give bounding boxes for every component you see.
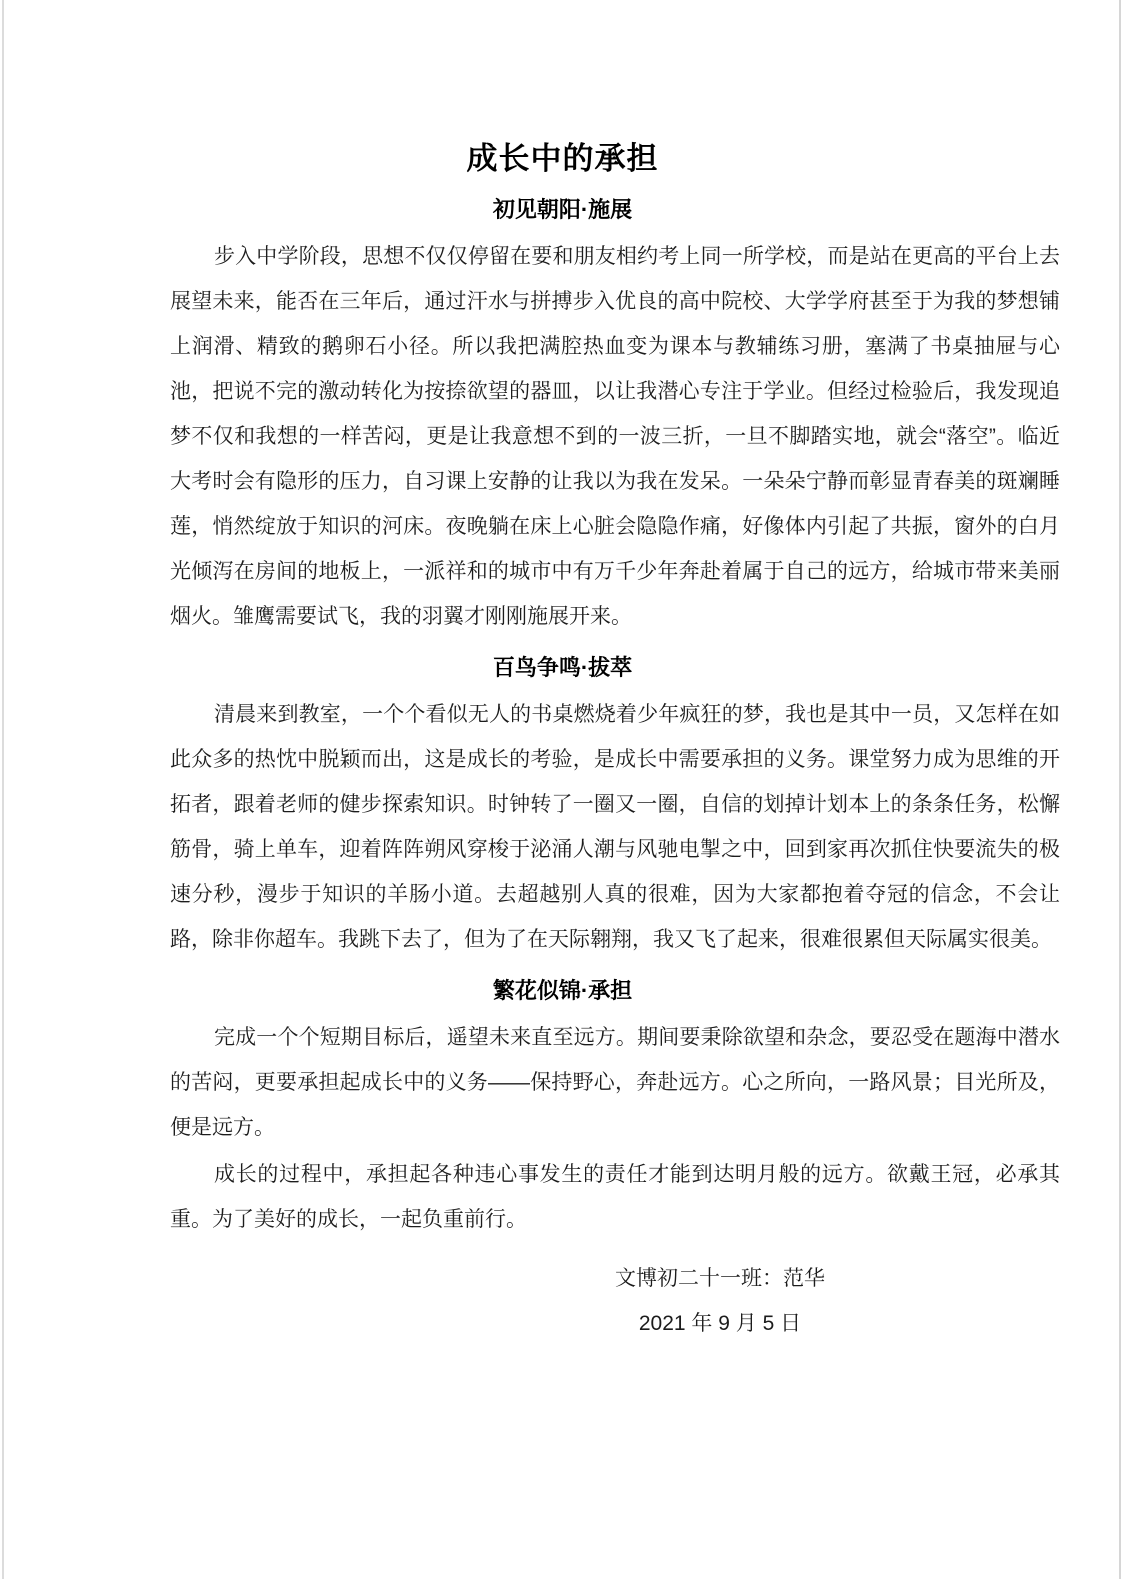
essay-title: 成长中的承担 — [466, 141, 659, 176]
author-signature: 文博初二十一班：范华 — [615, 1267, 825, 1290]
page-left-edge — [2, 0, 4, 1579]
section-heading-2: 百鸟争鸣·拔萃 — [492, 655, 633, 680]
signature-block — [290, 1256, 1125, 1346]
section-2-paragraph: 清晨来到教室，一个个看似无人的书桌燃烧着少年疯狂的梦，我也是其中一员，又怎样在如此众多的热忱中脱颖而出，这是成长的考验，是成长中需要承担的义务。课堂努力成为思维的开拓者，跟着老师的健步探索知识。时钟转了一圈又一圈，自信的划掉计划本上的条条任务，松懈筋骨，骑上单车，迎着阵阵朔风穿梭于泌涌人潮与风驰电掣之中，回到家再次抓住快要流失的极速分秒，漫步于知识的羊肠小道。去超越别人真的很难，因为大家都抱着夺冠的信念，不会让路，除非你超车。我跳下去了，但为了在天际翱翔，我又飞了起来，很难很累但天际属实很美。 — [170, 703, 1060, 951]
section-heading-1: 初见朝阳·施展 — [492, 197, 633, 222]
section-3-paragraph-2: 成长的过程中，承担起各种违心事发生的责任才能到达明月般的远方。欲戴王冠，必承其重。为了美好的成长，一起负重前行。 — [170, 1163, 1060, 1231]
date-line: 2021 年 9 月 5 日 — [638, 1312, 802, 1335]
section-3-paragraph-1: 完成一个个短期目标后，遥望未来直至远方。期间要秉除欲望和杂念，要忍受在题海中潜水的苦闷，更要承担起成长中的义务——保持野心，奔赴远方。心之所向，一路风景；目光所及，便是远方。 — [170, 1026, 1060, 1139]
section-heading-3: 繁花似锦·承担 — [492, 978, 633, 1003]
page-right-edge — [1119, 0, 1121, 1579]
section-1-paragraph: 步入中学阶段，思想不仅仅停留在要和朋友相约考上同一所学校，而是站在更高的平台上去展望未来，能否在三年后，通过汗水与拼搏步入优良的高中院校、大学学府甚至于为我的梦想铺上润滑、精致的鹅卵石小径。所以我把满腔热血变为课本与教辅练习册，塞满了书桌抽屉与心池，把说不完的激动转化为按捺欲望的器皿，以让我潜心专注于学业。但经过检验后，我发现追梦不仅和我想的一样苦闷，更是让我意想不到的一波三折，一旦不脚踏实地，就会“落空”。临近大考时会有隐形的压力，自习课上安静的让我以为我在发呆。一朵朵宁静而彰显青春美的斑斓睡莲，悄然绽放于知识的河床。夜晚躺在床上心脏会隐隐作痛，好像体内引起了共振，窗外的白月光倾泻在房间的地板上，一派祥和的城市中有万千少年奔赴着属于自己的远方，给城市带来美丽烟火。雏鹰需要试飞，我的羽翼才刚刚施展开来。 — [170, 245, 1060, 628]
